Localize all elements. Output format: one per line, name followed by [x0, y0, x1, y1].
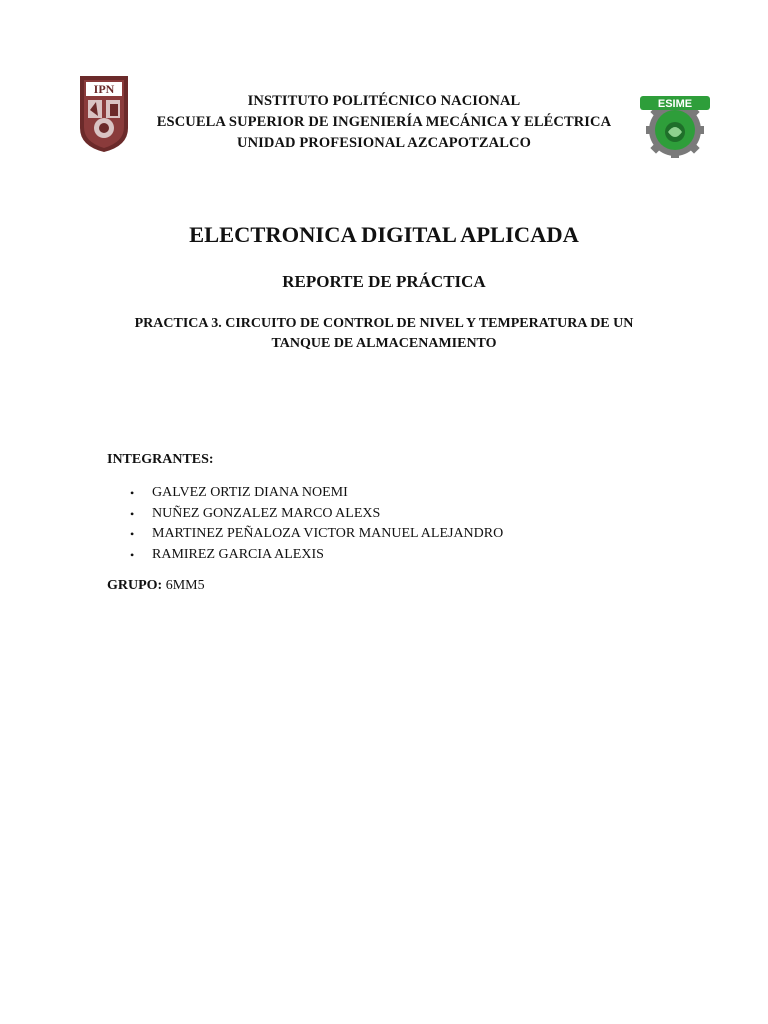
group-value: 6MM5 — [165, 578, 205, 593]
member-name: NUÑEZ GONZALEZ MARCO ALEXS — [152, 505, 381, 521]
group-label: GRUPO: — [107, 578, 163, 593]
bullet-icon: • — [130, 486, 135, 500]
list-item — [107, 483, 503, 504]
list-item — [107, 504, 503, 525]
bullet-icon: • — [130, 547, 135, 562]
member-name: GALVEZ ORTIZ DIANA NOEMI — [152, 485, 348, 500]
logo-right-text: ESIME — [657, 98, 693, 110]
institution-name: INSTITUTO POLITÉCNICO NACIONAL — [247, 93, 521, 109]
institution-header — [140, 91, 628, 154]
report-title: REPORTE DE PRÁCTICA — [282, 272, 486, 291]
practice-title — [100, 314, 668, 354]
campus-name: UNIDAD PROFESIONAL AZCAPOTZALCO — [237, 135, 531, 151]
logo-left-text: IPN — [93, 82, 115, 96]
practice-title-line-1: PRACTICA 3. CIRCUITO DE CONTROL DE NIVEL Y TEMPERATURA DE UN — [134, 316, 634, 331]
esime-gear-logo-icon — [638, 94, 712, 158]
list-item — [107, 524, 503, 545]
practice-title-line-2: TANQUE DE ALMACENAMIENTO — [271, 336, 497, 351]
school-name: ESCUELA SUPERIOR DE INGENIERÍA MECÁNICA Y ELÉCTRICA — [156, 114, 612, 130]
members-label: INTEGRANTES: — [107, 452, 214, 467]
ipn-shield-logo-icon — [76, 72, 132, 154]
members-list — [107, 483, 503, 565]
member-name: MARTINEZ PEÑALOZA VICTOR MANUEL ALEJANDRO — [152, 526, 504, 541]
course-title: ELECTRONICA DIGITAL APLICADA — [189, 222, 579, 247]
bullet-icon: • — [130, 506, 135, 521]
member-name: RAMIREZ GARCIA ALEXIS — [152, 546, 324, 562]
list-item — [107, 545, 503, 566]
bullet-icon: • — [130, 527, 135, 541]
group-line — [107, 577, 205, 595]
